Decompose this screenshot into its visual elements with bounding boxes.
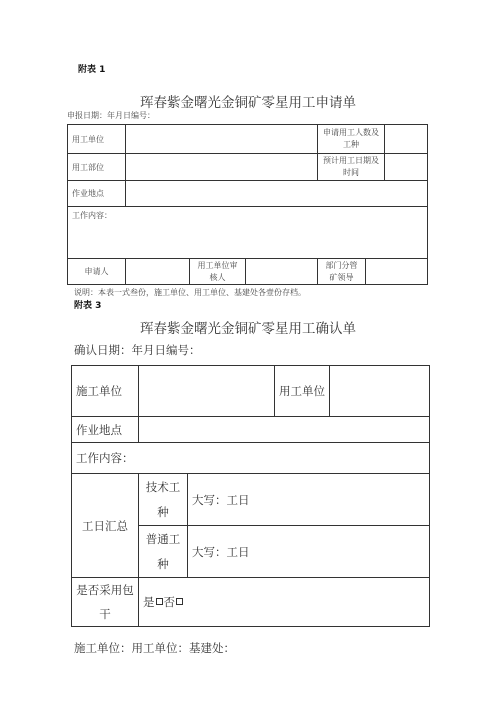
form3-tech-field[interactable] bbox=[188, 474, 430, 526]
form1-title: 珲春紫金曙光金铜矿零星用工申请单 bbox=[140, 95, 356, 111]
form3-table bbox=[71, 365, 430, 627]
form3-package-field bbox=[139, 578, 430, 627]
form3-site-label: 作业地点 bbox=[72, 417, 139, 443]
form1-review-field[interactable] bbox=[246, 259, 318, 285]
form3-content[interactable] bbox=[72, 443, 430, 474]
form3-general-value: 大写：工日 bbox=[192, 544, 250, 559]
form1-applicant-label: 申请人 bbox=[68, 259, 126, 285]
form1-meta: 申报日期：年月日编号： bbox=[67, 111, 155, 120]
form1-leader-field[interactable] bbox=[366, 259, 428, 285]
form3-tech-label: 技术工种 bbox=[139, 474, 188, 526]
form3-yes-label: 是 bbox=[143, 595, 155, 610]
form1-date-field[interactable] bbox=[384, 154, 427, 180]
form1-workers-label: 申请用工人数及工种 bbox=[323, 128, 379, 149]
form1-site-label: 作业地点 bbox=[68, 181, 126, 207]
form1-review-label: 用工单位审核人 bbox=[190, 259, 246, 285]
form1-date-label: 预计用工日期及时间 bbox=[323, 156, 379, 177]
form3-meta: 确认日期：年月日编号： bbox=[74, 343, 201, 357]
form1-note: 说明：本表一式叁份，施工单位、用工单位、基建处各壹份存档。 bbox=[74, 288, 306, 297]
form1-content-label: 工作内容： bbox=[72, 211, 112, 220]
form1-table bbox=[67, 124, 428, 285]
form1-unit-label: 用工单位 bbox=[68, 125, 126, 154]
no-checkbox[interactable] bbox=[176, 598, 183, 605]
form3-no-label: 否 bbox=[163, 595, 175, 610]
form3-contractor-label: 施工单位 bbox=[72, 366, 139, 417]
form3-general-label: 普通工种 bbox=[139, 526, 188, 578]
form3-general-field[interactable] bbox=[188, 526, 430, 578]
form1-content[interactable] bbox=[68, 207, 428, 259]
form3-footer: 施工单位：用工单位：基建处： bbox=[74, 641, 235, 655]
form3-content-label: 工作内容： bbox=[76, 451, 134, 465]
form1-dept-label: 用工部位 bbox=[68, 154, 126, 181]
form3-contractor-field[interactable] bbox=[139, 366, 275, 417]
form1-workers-field[interactable] bbox=[384, 125, 427, 153]
form1-dept-field[interactable] bbox=[126, 154, 318, 181]
form3-unit-field[interactable] bbox=[330, 366, 430, 417]
yes-checkbox[interactable] bbox=[156, 598, 163, 605]
form1-site-field[interactable] bbox=[126, 181, 428, 207]
form1-applicant-field[interactable] bbox=[126, 259, 190, 285]
form1-tag: 附表 1 bbox=[78, 65, 106, 75]
form3-tag: 附表 3 bbox=[74, 301, 102, 311]
form3-site-field[interactable] bbox=[139, 417, 430, 443]
form3-tech-value: 大写：工日 bbox=[192, 492, 250, 507]
form3-summary-label: 工日汇总 bbox=[72, 474, 139, 578]
form3-unit-label: 用工单位 bbox=[275, 366, 330, 417]
form3-title: 珲春紫金曙光金铜矿零星用工确认单 bbox=[140, 321, 356, 337]
form1-leader-label: 部门分管矿领导 bbox=[318, 259, 366, 285]
form1-unit-field[interactable] bbox=[126, 125, 318, 154]
form3-package-label: 是否采用包干 bbox=[72, 578, 139, 627]
